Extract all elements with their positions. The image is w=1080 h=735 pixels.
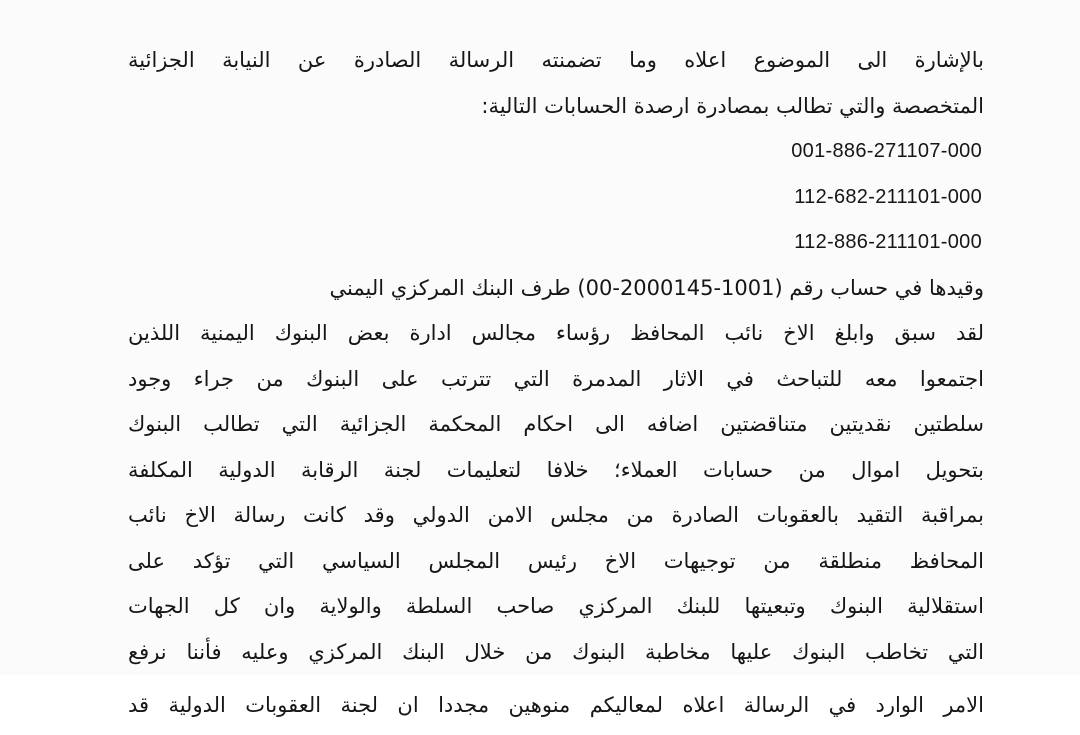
body-paragraph-line: سلطتين نقديتين متناقضتين اضافه الى احكام المحكمة الجزائية التي تطالب البنوك xyxy=(128,412,984,436)
letter-body xyxy=(128,38,984,717)
body-line-reference: بالإشارة الى الموضوع اعلاه وما تضمنته الرسالة الصادرة عن النيابة الجزائية xyxy=(128,48,984,72)
body-paragraph-line: بمراقبة التقيد بالعقوبات الصادرة من مجلس الامن الدولي وقد كانت رسالة الاخ نائب xyxy=(128,503,984,527)
body-paragraph-line: بتحويل اموال من حسابات العملاء؛ خلافا لتعليمات لجنة الرقابة الدولية المكلفة xyxy=(128,457,984,482)
body-paragraph-line: اجتمعوا معه للتباحث في الاثار المدمرة التي تترتب على البنوك من جراء وجود xyxy=(128,366,984,391)
body-paragraph-line: التي تخاطب البنوك عليها مخاطبة البنوك من خلال البنك المركزي وعليه فأننا نرفع xyxy=(128,639,984,664)
body-paragraph-line-cut: الامر الوارد في الرسالة اعلاه لمعاليكم منوهين مجددا ان لجنة العقوبات الدولية قد xyxy=(128,693,984,717)
body-line-accounts-intro: المتخصصة والتي تطالب بمصادرة ارصدة الحسابات التالية: xyxy=(481,93,984,118)
body-paragraph-line: المحافظ منطلقة من توجيهات الاخ رئيس المجلس السياسي التي تؤكد على xyxy=(128,548,984,573)
body-paragraph-line: لقد سبق وابلغ الاخ نائب المحافظ رؤساء مجالس ادارة بعض البنوك اليمنية اللذين xyxy=(128,321,984,345)
body-paragraph-line: استقلالية البنوك وتبعيتها للبنك المركزي صاحب السلطة والولاية وان كل الجهات xyxy=(128,594,984,618)
account-number-3: 112-886-211101-000 xyxy=(794,231,982,253)
account-number-2: 112-682-211101-000 xyxy=(794,185,982,208)
account-number-1: 001-886-271107-000 xyxy=(791,140,982,162)
body-line-central-bank-account: وقيدها في حساب رقم (1001-2000145-00) طرف البنك المركزي اليمني xyxy=(329,275,984,300)
